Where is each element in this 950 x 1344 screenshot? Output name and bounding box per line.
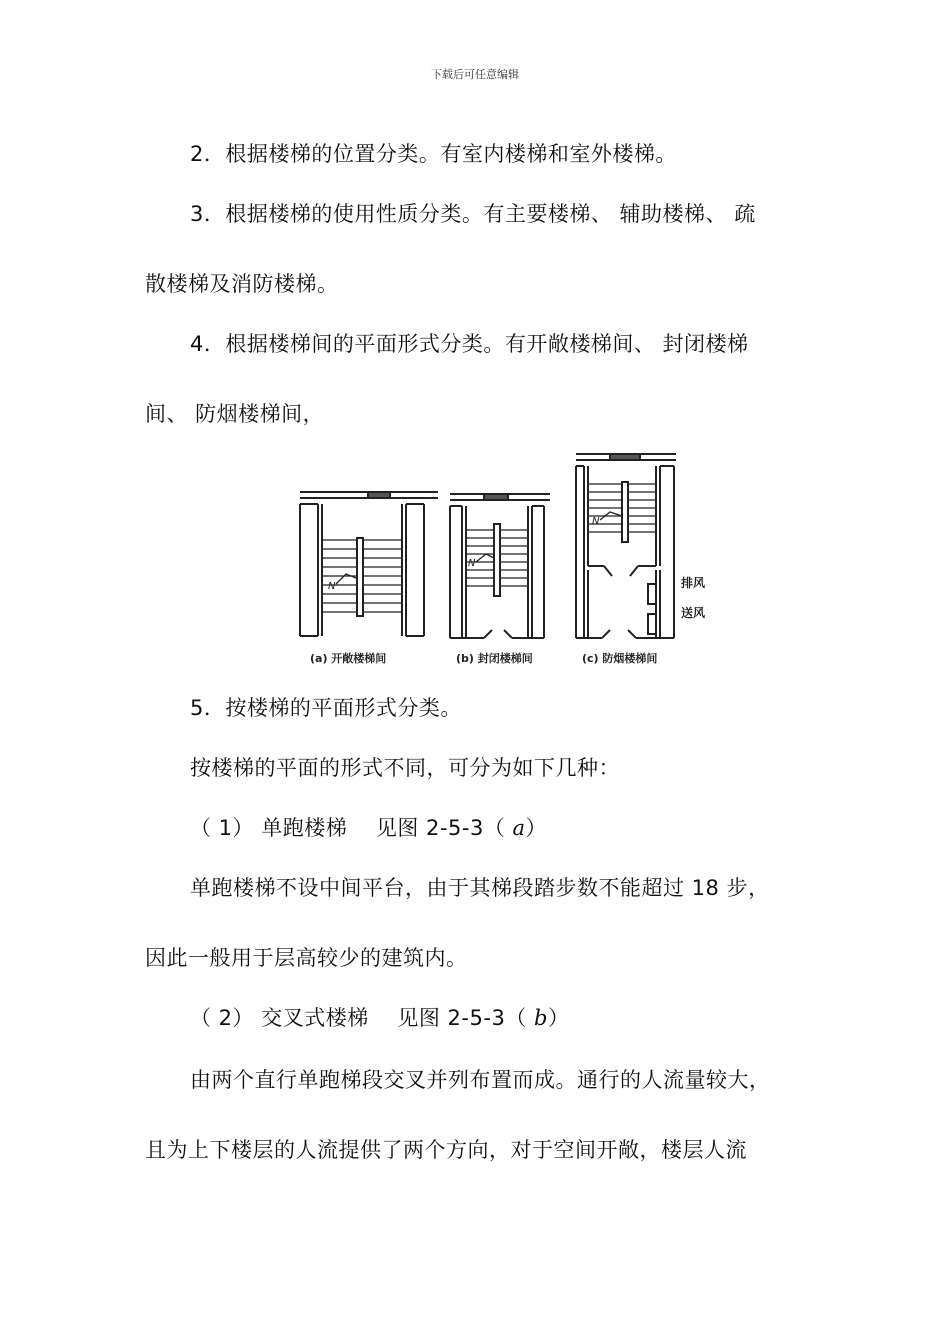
line-text: （ 1） 单跑楼梯 见图 2-5-3（ (190, 816, 513, 840)
paragraph-line: 散楼梯及消防楼梯。 (145, 272, 339, 296)
caption-c: (c) 防烟楼梯间 (582, 652, 658, 665)
caption-b: (b) 封闭楼梯间 (456, 652, 533, 665)
paragraph-line: 5．按楼梯的平面形式分类。 (190, 696, 462, 720)
figure-ref-letter: a (512, 816, 526, 840)
paragraph-line (190, 812, 547, 842)
arrow-mark-0: N (328, 581, 336, 592)
figure-ref-letter: b (533, 1006, 548, 1030)
paragraph-line (190, 1002, 569, 1032)
label-supply: 送风 (681, 606, 706, 620)
line-text-end: ） (525, 816, 548, 840)
caption-a: (a) 开敞楼梯间 (310, 652, 387, 665)
line-text-end: ） (547, 1006, 570, 1030)
line-text: （ 2） 交叉式楼梯 见图 2-5-3（ (190, 1006, 534, 1030)
stair-b (450, 494, 550, 638)
paragraph-line: 3．根据楼梯的使用性质分类。有主要楼梯、 辅助楼梯、 疏 (190, 202, 756, 226)
stair-a (300, 492, 438, 636)
paragraph-line: 单跑楼梯不设中间平台，由于其梯段踏步数不能超过 18 步， (190, 876, 770, 900)
paragraph-line: 按楼梯的平面的形式不同，可分为如下几种： (190, 756, 620, 780)
paragraph-line: 2．根据楼梯的位置分类。有室内楼梯和室外楼梯。 (190, 142, 677, 166)
arrow-mark-1: N (468, 558, 476, 569)
stair-c (576, 454, 676, 638)
page-header: 下载后可任意编辑 (431, 68, 519, 81)
paragraph-line: 因此一般用于层高较少的建筑内。 (145, 946, 468, 970)
paragraph-line: 间、 防烟楼梯间， (145, 402, 325, 426)
paragraph-line: 由两个直行单跑梯段交叉并列布置而成。通行的人流量较大， (190, 1068, 771, 1092)
arrow-mark-2: N (592, 516, 600, 527)
paragraph-line: 4．根据楼梯间的平面形式分类。有开敞楼梯间、 封闭楼梯 (190, 332, 749, 356)
stairwell-figure (288, 448, 818, 668)
stairwell-diagram-svg (288, 448, 818, 668)
label-exhaust: 排风 (681, 576, 706, 590)
paragraph-line: 且为上下楼层的人流提供了两个方向，对于空间开敞，楼层人流 (145, 1138, 747, 1162)
